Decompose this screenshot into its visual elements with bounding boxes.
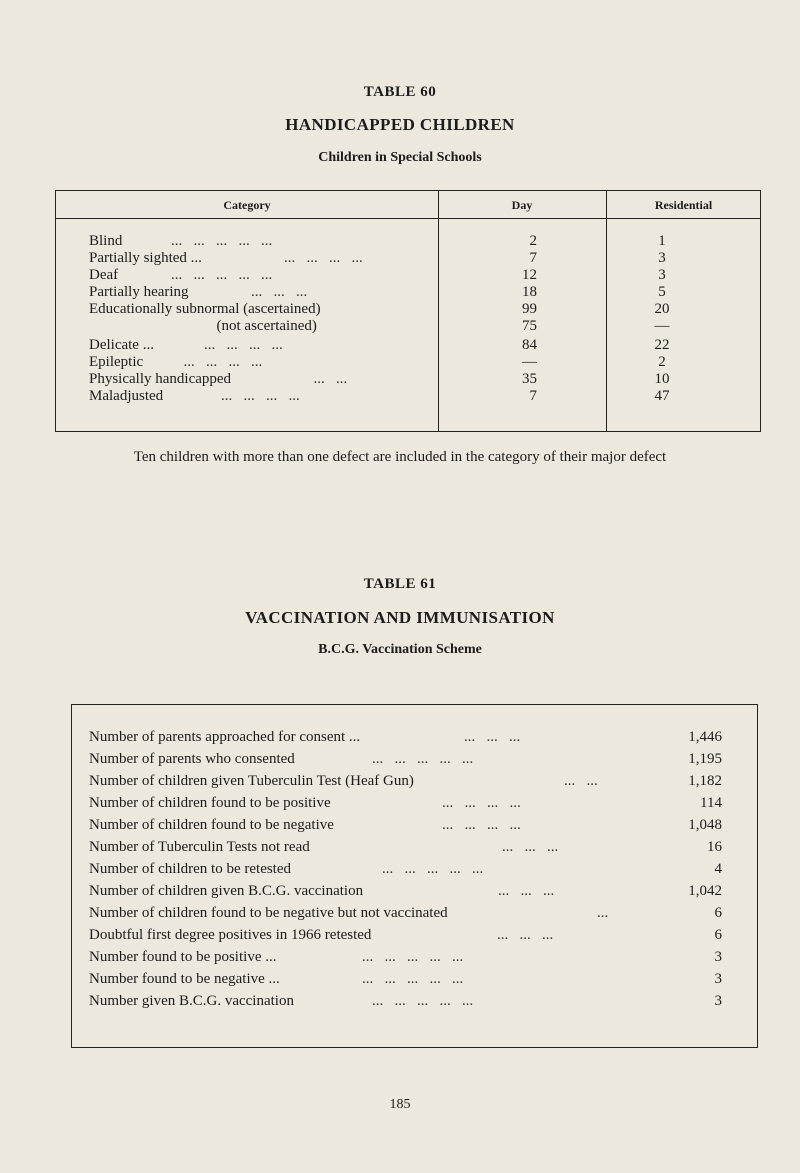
row-leader-dots: ... ... ... (221, 284, 308, 300)
table-row (56, 318, 760, 335)
row-value: 6 (714, 927, 722, 943)
table60-footnote: Ten children with more than one defect are included in the category of their major defect (133, 449, 667, 465)
table60-subtitle: Children in Special Schools (318, 150, 482, 165)
row-leader-dots: ... ... ... (497, 927, 554, 943)
row-leader-dots: ... ... ... ... (442, 817, 521, 833)
table-row (72, 792, 757, 814)
row-category: Educationally subnormal (ascertained) (89, 301, 321, 317)
row-value: 3 (714, 971, 722, 987)
table61-subtitle: B.C.G. Vaccination Scheme (318, 642, 482, 657)
row-day: 75 (522, 318, 537, 334)
row-label: Number found to be positive ... (89, 949, 277, 965)
row-category: Blind (89, 233, 123, 249)
table-row (56, 284, 760, 301)
row-category: Maladjusted (89, 388, 164, 404)
table61-title: VACCINATION AND IMMUNISATION (245, 608, 555, 627)
row-value: 1,048 (688, 817, 722, 833)
row-label: Doubtful first degree positives in 1966 retested (89, 927, 372, 943)
row-residential: — (654, 318, 670, 334)
row-leader-dots: ... ... ... ... (176, 354, 263, 370)
table-row (56, 337, 760, 354)
table-row (72, 902, 757, 924)
row-day: 99 (522, 301, 537, 317)
row-residential: 20 (654, 301, 670, 317)
table-row (56, 267, 760, 284)
column-header-category: Category (223, 198, 271, 212)
table-row (72, 924, 757, 946)
table-row (56, 354, 760, 371)
row-day: — (522, 354, 537, 370)
row-value: 4 (714, 861, 722, 877)
row-category: (not ascertained) (89, 318, 317, 334)
table-row (72, 770, 757, 792)
row-leader-dots: ... ... ... ... ... (372, 751, 474, 767)
row-category: Physically handicapped (89, 371, 232, 387)
table-row (72, 946, 757, 968)
row-residential: 10 (654, 371, 670, 387)
row-category: Delicate ... (89, 337, 154, 353)
table-row (72, 814, 757, 836)
row-label: Number of children found to be positive (89, 795, 331, 811)
row-day: 7 (529, 388, 537, 404)
row-label: Number of children given B.C.G. vaccination (89, 883, 364, 899)
row-label: Number of Tuberculin Tests not read (89, 839, 310, 855)
row-residential: 22 (654, 337, 670, 353)
row-residential: 2 (658, 354, 666, 370)
row-leader-dots: ... ... ... ... (284, 250, 363, 266)
row-leader-dots: ... ... ... ... (204, 337, 283, 353)
table-row (72, 990, 757, 1012)
row-leader-dots: ... ... ... ... ... (382, 861, 484, 877)
row-day: 35 (522, 371, 537, 387)
row-leader-dots: ... ... ... ... (442, 795, 521, 811)
row-label: Number given B.C.G. vaccination (89, 993, 294, 1009)
table-row (72, 726, 757, 748)
row-leader-dots: ... ... ... (464, 729, 521, 745)
row-value: 1,195 (688, 751, 722, 767)
row-category: Epileptic (89, 354, 144, 370)
row-value: 1,042 (688, 883, 722, 899)
row-label: Number of children to be retested (89, 861, 292, 877)
row-value: 16 (707, 839, 722, 855)
row-leader-dots: ... ... ... ... ... (362, 949, 464, 965)
table60-number: TABLE 60 (363, 84, 437, 100)
table-row (56, 250, 760, 267)
table-row (56, 371, 760, 388)
row-value: 114 (700, 795, 722, 811)
row-value: 1,182 (688, 773, 722, 789)
table-row (72, 880, 757, 902)
row-value: 1,446 (688, 729, 722, 745)
row-value: 6 (714, 905, 722, 921)
table-row (56, 388, 760, 405)
row-category: Deaf (89, 267, 119, 283)
row-leader-dots: ... ... ... ... ... (372, 993, 474, 1009)
table-row (72, 858, 757, 880)
row-residential: 3 (658, 250, 666, 266)
row-leader-dots: ... ... (564, 773, 598, 789)
row-day: 18 (522, 284, 537, 300)
table61 (71, 704, 758, 1048)
row-residential: 47 (654, 388, 670, 404)
row-leader-dots: ... ... ... ... ... (362, 971, 464, 987)
row-label: Number of parents approached for consent ... (89, 729, 361, 745)
row-label: Number of children found to be negative but not vaccinated (89, 905, 448, 921)
table-row (56, 301, 760, 318)
page-number: 185 (389, 1097, 411, 1112)
row-residential: 5 (658, 284, 666, 300)
row-category: Partially sighted ... (89, 250, 202, 266)
row-day: 2 (529, 233, 537, 249)
column-header-day: Day (511, 198, 533, 212)
row-leader-dots: ... ... ... (502, 839, 559, 855)
table60-header-rule (56, 218, 760, 219)
row-label: Number of parents who consented (89, 751, 295, 767)
row-leader-dots: ... ... ... (498, 883, 555, 899)
row-leader-dots: ... (597, 905, 609, 921)
table60-title: HANDICAPPED CHILDREN (285, 115, 515, 134)
table-row (56, 233, 760, 250)
table60 (55, 190, 761, 432)
row-day: 12 (522, 267, 537, 283)
row-day: 84 (522, 337, 537, 353)
row-leader-dots: ... ... ... ... ... (171, 233, 273, 249)
table61-number: TABLE 61 (363, 576, 437, 592)
table-row (72, 968, 757, 990)
row-leader-dots: ... ... ... ... ... (171, 267, 273, 283)
row-day: 7 (529, 250, 537, 266)
row-leader-dots: ... ... ... ... (221, 388, 300, 404)
column-header-residential: Residential (654, 198, 713, 212)
row-value: 3 (714, 993, 722, 1009)
row-residential: 3 (658, 267, 666, 283)
row-leader-dots: ... ... (261, 371, 348, 387)
row-residential: 1 (658, 233, 666, 249)
table-row (72, 836, 757, 858)
table-row (72, 748, 757, 770)
row-label: Number of children found to be negative (89, 817, 334, 833)
row-label: Number found to be negative ... (89, 971, 280, 987)
row-category: Partially hearing (89, 284, 189, 300)
row-value: 3 (714, 949, 722, 965)
row-label: Number of children given Tuberculin Test (Heaf Gun) (89, 773, 414, 789)
